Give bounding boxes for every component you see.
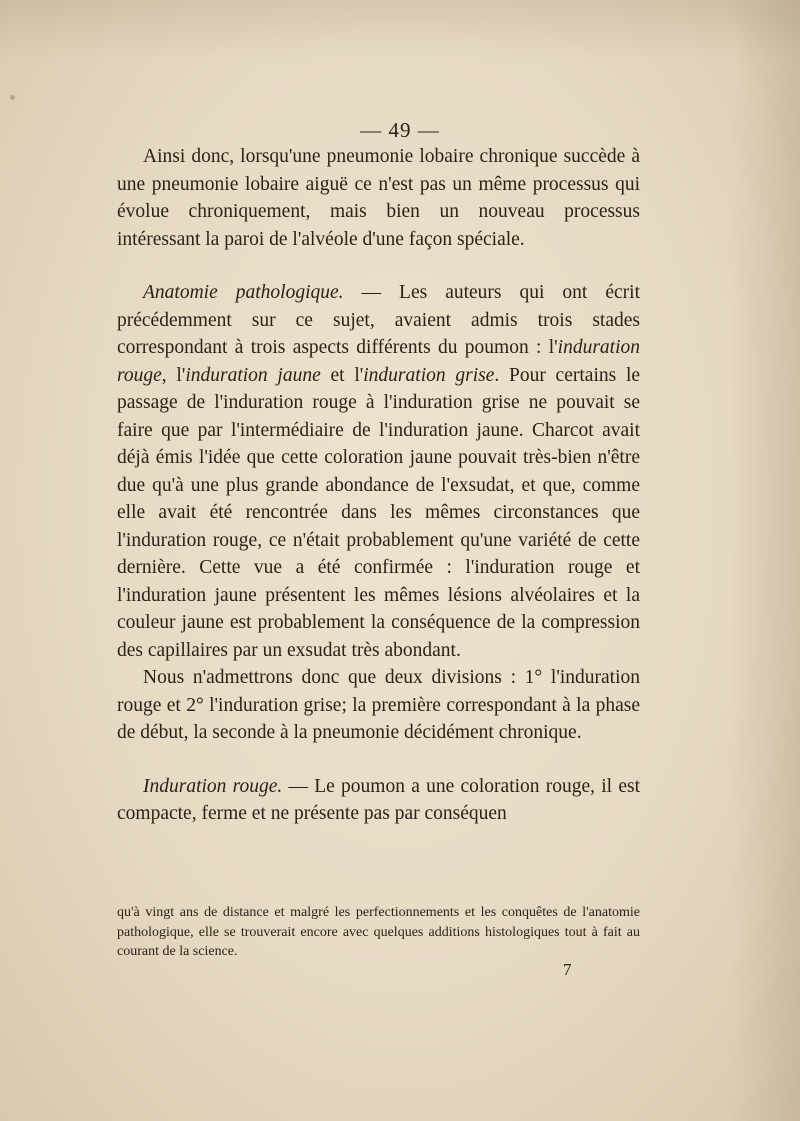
paragraph-text: — Les auteurs qui ont écrit précédemment sur ce sujet, avaient admis trois stades correspondant à trois aspects différents du poumon : l' (117, 282, 640, 358)
paragraph-induration-rouge (117, 773, 640, 828)
paragraph-text: — Le poumon a une coloration rouge, il est compacte, ferme et ne présente pas par conséquen (117, 775, 640, 824)
footnote: qu'à vingt ans de distance et malgré les perfectionnements et les conquêtes de l'anatomie pathologique, elle se trouverait encore avec quelques additions histologiques tout à fait au courant de la science. (117, 905, 640, 959)
paragraph-anatomie-pathologique (117, 279, 640, 664)
signature-mark: 7 (563, 960, 572, 979)
section-heading-anatomie: Anatomie pathologique. (143, 282, 344, 303)
paragraph-conclusion: Ainsi donc, lorsqu'une pneumonie lobaire chronique succède à une pneumonie lobaire aiguë ce n'est pas un même processus qui évolue chroniquement, mais bien un nouveau processus intéressant la paroi de l'alvéole d'une façon spéciale. (117, 146, 640, 250)
term-induration-grise: induration grise (363, 364, 495, 386)
term-induration-jaune: induration jaune (185, 364, 321, 386)
page-edge-shading (730, 0, 800, 1121)
paragraph-text: . Pour certains le passage de l'induration rouge à l'induration grise ne pouvait se faire que par l'intermédiaire de l'induration jaune. Charcot avait déjà émis l'idée que cette coloration jaune pouvait très-bien n'être due qu'à une plus grande abondance de l'exsudat, et que, comme elle avait été rencontrée dans les mêmes circonstances que l'induration rouge, ce n'était probablement qu'une variété de cette dernière. Cette vue a été confirmée : l'induration rouge et l'induration jaune présentent les mêmes lésions alvéolaires et la couleur jaune est probablement la conséquence de la compression des capillaires par un exsudat très abondant. (117, 364, 641, 661)
body-text (117, 143, 640, 828)
section-heading-induration-rouge: Induration rouge. (143, 775, 283, 797)
paragraph-text: , l' (161, 364, 186, 386)
margin-mark (10, 95, 15, 100)
term-induration-rouge: induration rouge (117, 337, 640, 386)
paragraph-text: et l' (320, 364, 364, 386)
page-number: — 49 — (360, 118, 440, 142)
paragraph-divisions: Nous n'admettrons donc que deux divisions : 1° l'induration rouge et 2° l'induration grise; la première correspondant à la phase de début, la seconde à la pneumonie décidément chronique. (117, 667, 640, 743)
page-top-shading (0, 0, 800, 60)
